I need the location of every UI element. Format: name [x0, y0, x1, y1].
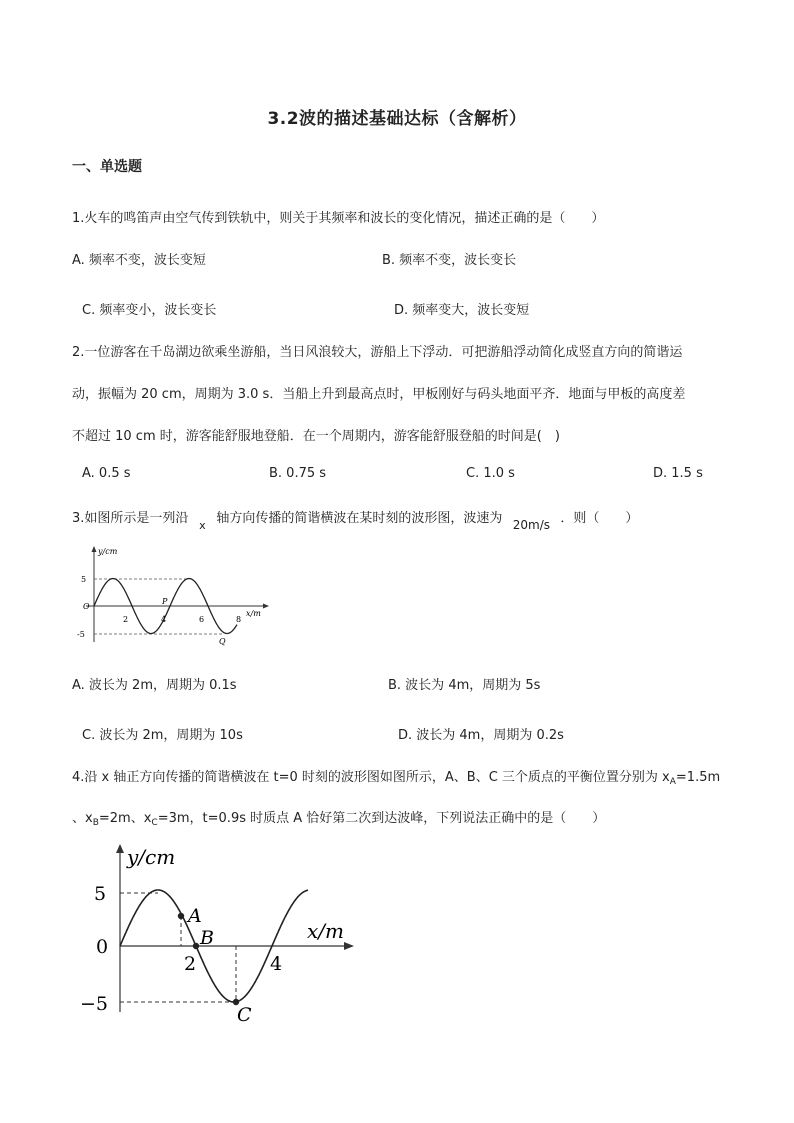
question-4-y-axis-label: y/cm	[127, 845, 176, 869]
question-2-line-1: 2.一位游客在千岛湖边欲乘坐游船，当日风浪较大，游船上下浮动．可把游船浮动简化成竖直方向的简谐运	[72, 345, 683, 360]
question-2-option-c: C. 1.0 s	[466, 466, 515, 481]
question-4-subscript-b: B	[92, 818, 99, 828]
question-3-stem-part-3: ．则（ ）	[560, 511, 639, 526]
question-4-label-b: B	[200, 927, 214, 949]
question-2-option-d: D. 1.5 s	[653, 466, 703, 481]
question-3-option-b: B. 波长为 4m，周期为 5s	[388, 678, 541, 693]
question-4-subscript-c: C	[151, 818, 158, 828]
question-2-line-2: 动，振幅为 20 cm，周期为 3.0 s．当船上升到最高点时，甲板刚好与码头地面平齐．地面与甲板的高度差	[72, 387, 686, 402]
question-4-point-a	[178, 913, 184, 919]
page-title: 3.2波的描述基础达标（含解析）	[267, 109, 527, 129]
question-3-speed: 20m/s	[512, 518, 551, 532]
question-3-stem	[72, 507, 639, 532]
question-3-x-axis-label: x/m	[246, 609, 261, 618]
question-3-option-a: A. 波长为 2m，周期为 0.1s	[72, 678, 237, 693]
question-4-wave-graph	[80, 842, 370, 1027]
question-3-stem-part-2: 轴方向传播的简谐横波在某时刻的波形图，波速为	[216, 511, 503, 526]
question-4-line-2-text-3: =3m，t=0.9s 时质点 A 恰好第二次到达波峰，下列说法正确中的是（ ）	[157, 811, 606, 826]
question-4-subscript-a: A	[669, 777, 676, 787]
question-3-stem-part-1: 3.如图所示是一列沿	[72, 511, 189, 526]
question-4-y-tick-5: 5	[94, 883, 107, 905]
question-3-x-tick-8: 8	[236, 615, 242, 624]
question-3-origin-label: O	[83, 602, 90, 611]
question-4-line-1-value: =1.5m	[675, 770, 721, 785]
question-4-line-2	[72, 807, 605, 828]
question-4-line-1	[72, 766, 720, 787]
question-4-x-axis-label: x/m	[307, 919, 344, 943]
question-1-stem: 1.火车的鸣笛声由空气传到铁轨中，则关于其频率和波长的变化情况，描述正确的是（ ）	[72, 211, 605, 226]
question-3-y-tick-neg5: -5	[77, 630, 85, 639]
section-heading: 一、单选题	[72, 159, 142, 175]
question-4-line-2-text-1: 、x	[72, 811, 93, 826]
question-3-wave-graph	[72, 542, 272, 650]
question-2-line-3: 不超过 10 cm 时，游客能舒服地登船．在一个周期内，游客能舒服登船的时间是( )	[72, 429, 560, 444]
question-4-x-tick-4: 4	[270, 953, 283, 975]
question-4-line-1-text: 4.沿 x 轴正方向传播的简谐横波在 t=0 时刻的波形图如图所示，A、B、C 三个质点的平衡位置分别为 x	[72, 770, 670, 785]
question-3-option-d: D. 波长为 4m，周期为 0.2s	[398, 728, 564, 743]
question-1-option-b: B. 频率不变，波长变长	[382, 253, 517, 268]
question-1-option-a: A. 频率不变，波长变短	[72, 253, 206, 268]
question-4-point-b	[193, 943, 199, 949]
question-3-x-symbol: x	[199, 519, 206, 532]
question-4-line-2-text-2: =2m、x	[98, 811, 152, 826]
question-3-option-c: C. 波长为 2m，周期为 10s	[82, 728, 243, 743]
question-3-y-tick-5: 5	[81, 575, 87, 584]
question-4-y-tick-0: 0	[96, 936, 109, 958]
question-4-x-tick-2: 2	[184, 953, 197, 975]
question-4-label-c: C	[237, 1004, 252, 1026]
question-3-x-tick-4: 4	[161, 615, 167, 624]
question-2-option-b: B. 0.75 s	[269, 466, 327, 481]
question-1-option-c: C. 频率变小，波长变长	[82, 303, 217, 318]
question-2-option-a: A. 0.5 s	[82, 466, 131, 481]
question-4-y-tick-neg5: −5	[80, 993, 109, 1015]
question-3-x-tick-2: 2	[123, 615, 129, 624]
question-4-label-a: A	[188, 905, 202, 927]
question-3-y-axis-label: y/cm	[98, 547, 118, 556]
question-1-option-d: D. 频率变大，波长变短	[394, 303, 530, 318]
question-3-point-p-label: P	[162, 597, 168, 606]
question-3-x-tick-6: 6	[199, 615, 205, 624]
question-3-point-q-label: Q	[219, 637, 226, 646]
